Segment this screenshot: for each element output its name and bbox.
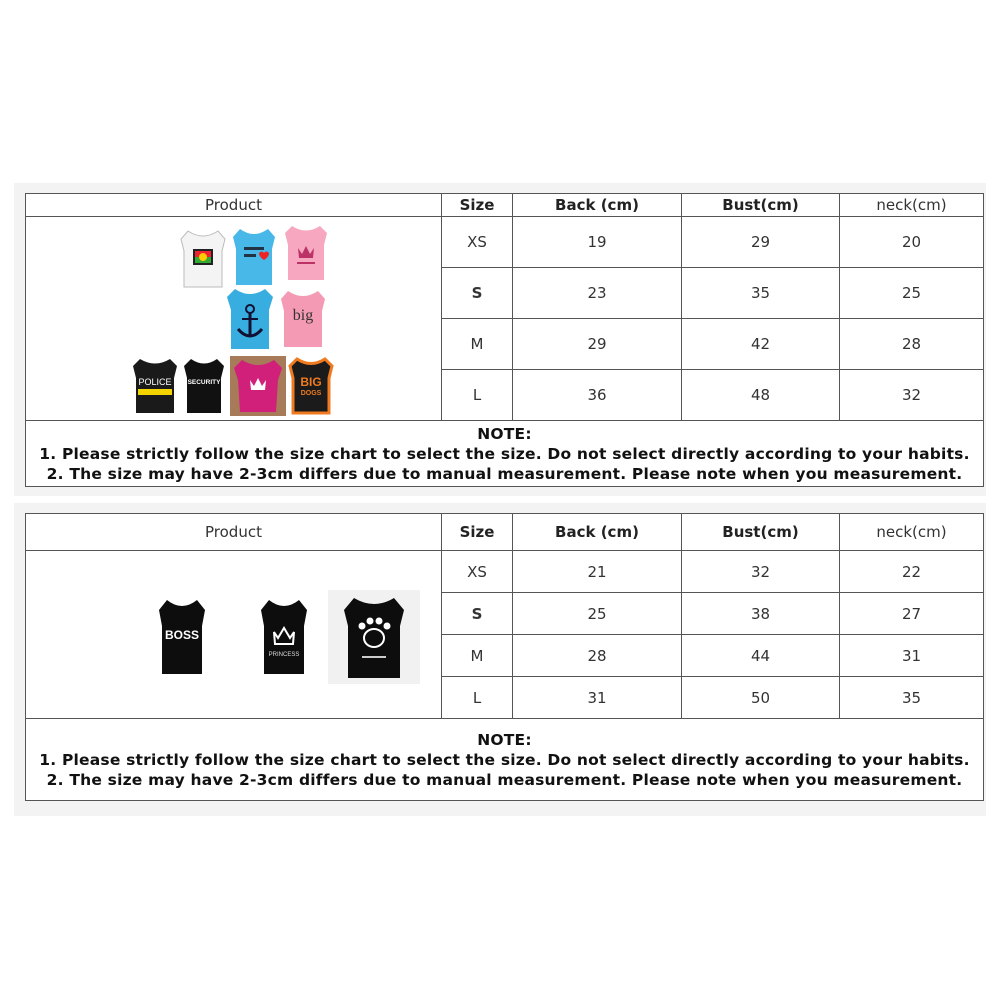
bust-cell: 50 (682, 677, 840, 719)
shirt-anchor-print (224, 287, 276, 351)
note-cell (26, 421, 984, 487)
shirt-boss (156, 598, 208, 676)
dogs-print-text: DOGS (300, 389, 322, 397)
product-image-collage (26, 552, 441, 718)
back-cell: 31 (513, 677, 682, 719)
size-chart-table-1 (25, 193, 984, 487)
shirt-crown-pink (283, 224, 329, 282)
bust-cell: 38 (682, 593, 840, 635)
header-size: Size (442, 514, 513, 551)
shirt-heart-text (230, 227, 278, 287)
back-cell: 36 (513, 370, 682, 421)
shirt-security (182, 357, 226, 415)
boss-print-text: BOSS (164, 627, 199, 642)
product-image-cell (26, 551, 442, 719)
back-cell: 28 (513, 635, 682, 677)
bust-cell: 29 (682, 217, 840, 268)
back-cell: 21 (513, 551, 682, 593)
shirt-princess (258, 598, 310, 676)
back-cell: 25 (513, 593, 682, 635)
bust-cell: 44 (682, 635, 840, 677)
back-cell: 29 (513, 319, 682, 370)
size-cell: M (442, 319, 513, 370)
note-line-2: 2. The size may have 2-3cm differs due to manual measurement. Please note when you measurement. (46, 465, 963, 483)
back-cell: 23 (513, 268, 682, 319)
neck-cell: 28 (840, 319, 984, 370)
header-back: Back (cm) (513, 514, 682, 551)
product-image-collage (26, 219, 441, 419)
size-cell: XS (442, 551, 513, 593)
shirt-big-text (278, 289, 328, 349)
size-cell: XS (442, 217, 513, 268)
big-print-text: big (292, 306, 314, 324)
product-image-cell (26, 217, 442, 421)
header-back: Back (cm) (513, 194, 682, 217)
note-line-1: 1. Please strictly follow the size chart to select the size. Do not select directly according to your habits. (39, 445, 970, 463)
princess-print-text: PRINCESS (268, 651, 300, 658)
size-cell: S (442, 593, 513, 635)
header-product: Product (26, 514, 442, 551)
neck-cell: 35 (840, 677, 984, 719)
security-print-text: SECURITY (187, 378, 221, 386)
size-cell: S (442, 268, 513, 319)
header-bust: Bust(cm) (682, 194, 840, 217)
big-dogs-print-text: BIG (300, 374, 322, 389)
header-bust: Bust(cm) (682, 514, 840, 551)
neck-cell: 27 (840, 593, 984, 635)
note-row (26, 421, 984, 487)
header-neck: neck(cm) (840, 194, 984, 217)
size-cell: L (442, 370, 513, 421)
bust-cell: 48 (682, 370, 840, 421)
note-line-1: 1. Please strictly follow the size chart to select the size. Do not select directly according to your habits. (39, 751, 970, 769)
header-product: Product (26, 194, 442, 217)
header-row (26, 194, 984, 217)
shirt-magenta-crown (230, 356, 286, 416)
bust-cell: 32 (682, 551, 840, 593)
note-title: NOTE: (477, 731, 532, 749)
size-cell: L (442, 677, 513, 719)
neck-cell: 31 (840, 635, 984, 677)
size-chart-table-2 (25, 513, 984, 801)
shirt-paw-print (328, 590, 420, 684)
size-cell: M (442, 635, 513, 677)
bust-cell: 35 (682, 268, 840, 319)
bust-cell: 42 (682, 319, 840, 370)
header-neck: neck(cm) (840, 514, 984, 551)
table-row (26, 217, 984, 268)
neck-cell: 25 (840, 268, 984, 319)
neck-cell: 20 (840, 217, 984, 268)
shirt-big-dogs (288, 357, 334, 415)
shirt-palm-print (178, 229, 228, 289)
police-print-text: POLICE (138, 376, 172, 387)
neck-cell: 22 (840, 551, 984, 593)
table-row (26, 551, 984, 593)
header-row (26, 514, 984, 551)
note-cell (26, 719, 984, 801)
shirt-police (130, 357, 180, 415)
back-cell: 19 (513, 217, 682, 268)
note-line-2: 2. The size may have 2-3cm differs due to manual measurement. Please note when you measurement. (46, 771, 963, 789)
neck-cell: 32 (840, 370, 984, 421)
note-title: NOTE: (477, 425, 532, 443)
header-size: Size (442, 194, 513, 217)
note-row (26, 719, 984, 801)
